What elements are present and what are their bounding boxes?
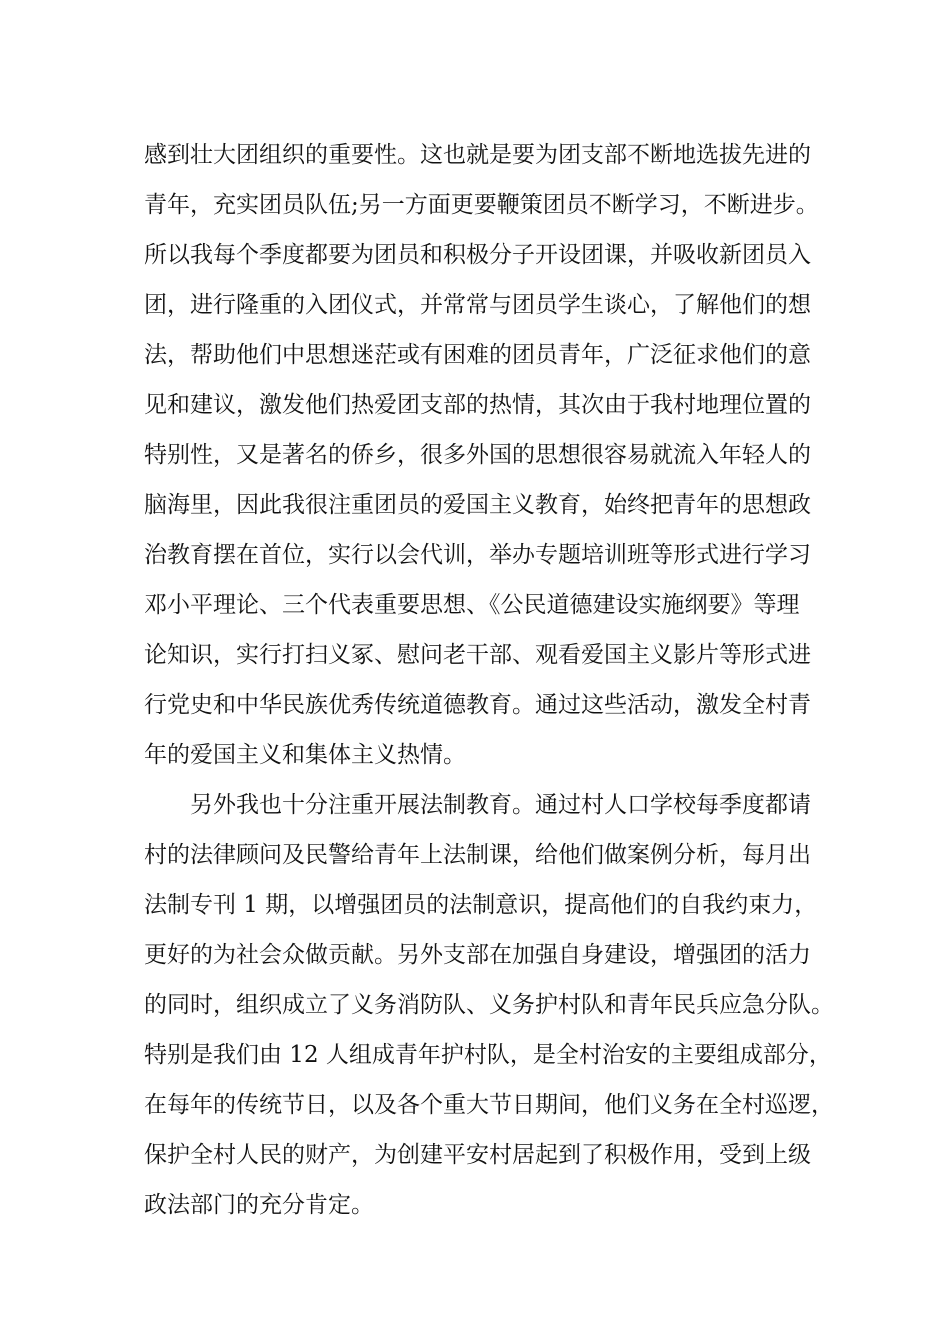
- paragraph-line: 法制专刊 1 期，以增强团员的法制意识，提高他们的自我约束力，: [144, 892, 818, 918]
- paragraph-line: 论知识，实行打扫义冢、慰问老干部、观看爱国主义影片等形式进: [144, 642, 811, 668]
- document-body: [144, 130, 844, 1230]
- paragraph-line: 年的爱国主义和集体主义热情。: [144, 742, 466, 768]
- paragraph-line: 特别性，又是著名的侨乡，很多外国的思想很容易就流入年轻人的: [144, 442, 811, 468]
- paragraph-line: 政法部门的充分肯定。: [144, 1192, 374, 1218]
- paragraph-1: [144, 130, 844, 780]
- paragraph-first-line: 另外我也十分注重开展法制教育。通过村人口学校每季度都请: [190, 792, 811, 818]
- paragraph-line: 所以我每个季度都要为团员和积极分子开设团课，并吸收新团员入: [144, 242, 811, 268]
- paragraph-line: 村的法律顾问及民警给青年上法制课，给他们做案例分析，每月出: [144, 842, 811, 868]
- paragraph-line: 更好的为社会众做贡献。另外支部在加强自身建设，增强团的活力: [144, 942, 811, 968]
- paragraph-line: 在每年的传统节日，以及各个重大节日期间，他们义务在全村巡逻，: [144, 1092, 834, 1118]
- paragraph-line: 见和建议，激发他们热爱团支部的热情，其次由于我村地理位置的: [144, 392, 811, 418]
- paragraph-line: 保护全村人民的财产，为创建平安村居起到了积极作用，受到上级: [144, 1142, 811, 1168]
- paragraph-2: [144, 780, 844, 1230]
- paragraph-line: 治教育摆在首位，实行以会代训，举办专题培训班等形式进行学习: [144, 542, 811, 568]
- paragraph-line: 行党史和中华民族优秀传统道德教育。通过这些活动，激发全村青: [144, 692, 811, 718]
- paragraph-line: 法，帮助他们中思想迷茫或有困难的团员青年，广泛征求他们的意: [144, 342, 811, 368]
- paragraph-line: 感到壮大团组织的重要性。这也就是要为团支部不断地选拔先进的: [144, 142, 811, 168]
- paragraph-line: 邓小平理论、三个代表重要思想、《公民道德建设实施纲要》等理: [144, 592, 800, 618]
- paragraph-line: 脑海里，因此我很注重团员的爱国主义教育，始终把青年的思想政: [144, 492, 811, 518]
- paragraph-line: 青年，充实团员队伍;另一方面更要鞭策团员不断学习，不断进步。: [144, 192, 819, 218]
- paragraph-line: 团，进行隆重的入团仪式，并常常与团员学生谈心，了解他们的想: [144, 292, 811, 318]
- paragraph-line: 特别是我们由 12 人组成青年护村队，是全村治安的主要组成部分，: [144, 1042, 832, 1068]
- paragraph-line: 的同时，组织成立了义务消防队、义务护村队和青年民兵应急分队。: [144, 992, 834, 1018]
